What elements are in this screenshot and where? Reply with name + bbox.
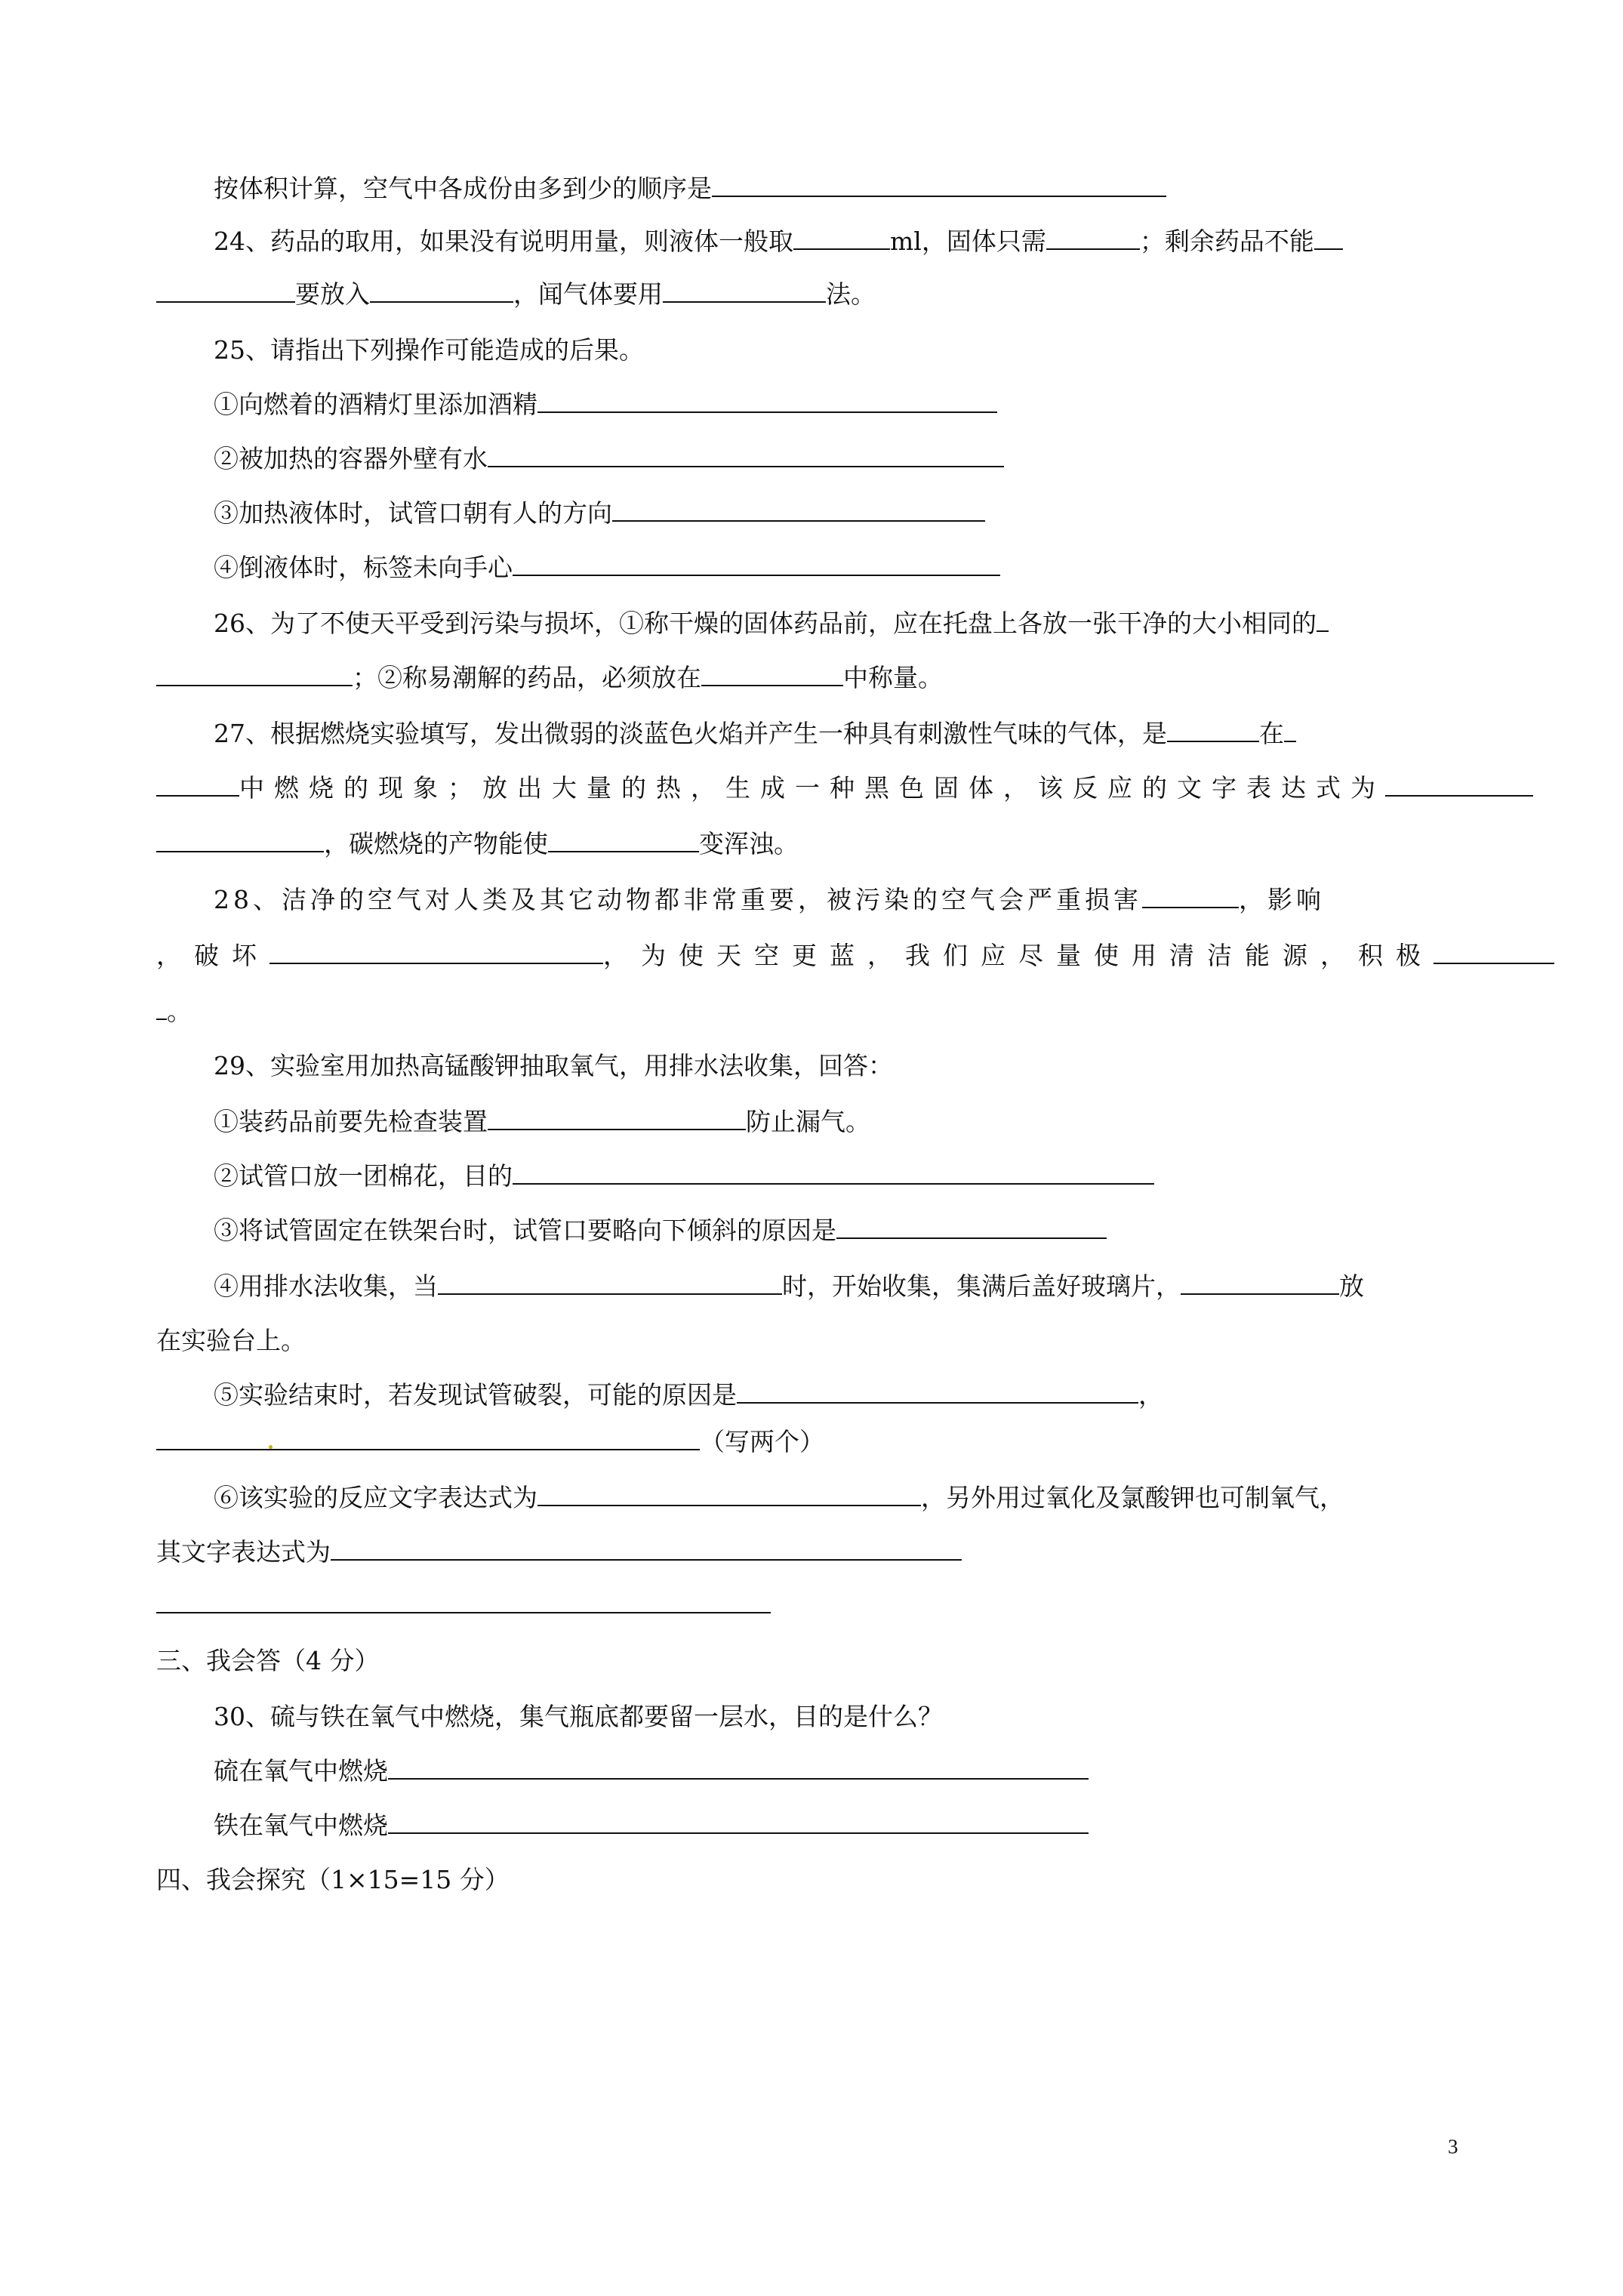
q26-line-1: [214, 607, 1329, 640]
q30-sulfur-blank[interactable]: [388, 1755, 1089, 1780]
section-4-heading: 四、我会探究（1×15=15 分）: [156, 1865, 510, 1894]
q27-text-e: 变浑浊。: [699, 829, 799, 858]
q25-item-4: [214, 551, 1000, 584]
q29-item-4-mid: 时，开始收集，集满后盖好玻璃片，: [782, 1271, 1181, 1301]
q28-blank-actively[interactable]: [156, 996, 167, 1020]
q30-question: 30、硫与铁在氧气中燃烧，集气瓶底都要留一层水，目的是什么？: [214, 1702, 943, 1731]
q27-text-c: 中燃烧的现象；放出大量的热，生成一种黑色固体，该反应的文字表达式为: [239, 773, 1385, 803]
q30-iron-label: 铁在氧气中燃烧: [214, 1811, 388, 1840]
q29-item-5-cont: [156, 1425, 824, 1459]
q28-line-2: [156, 939, 1554, 972]
q26-text-a: 26、为了不使天平受到污染与损坏，①称干燥的固体药品前，应在托盘上各放一张干净的大小相同的: [214, 609, 1317, 638]
q23-text: 按体积计算，空气中各成份由多到少的顺序是: [214, 174, 712, 203]
q29-item-1-text: ①装药品前要先检查装置: [214, 1107, 488, 1136]
q29-item-5: [214, 1379, 1163, 1412]
q23-answer-blank[interactable]: [712, 173, 1166, 197]
q29-item-1-tail: 防止漏气。: [746, 1107, 870, 1136]
q24-text-b: ml，固体只需: [890, 227, 1046, 256]
q25-title: 25、请指出下列操作可能造成的后果。: [214, 335, 644, 365]
q29-item-6-blank-3[interactable]: [156, 1589, 771, 1613]
q29-item-6-cont-2: [156, 1589, 771, 1622]
q28-line-3: [156, 995, 192, 1028]
q29-item-3: [214, 1214, 1107, 1247]
q28-text-a: 28、洁净的空气对人类及其它动物都非常重要，被污染的空气会严重损害: [214, 885, 1142, 914]
q24-blank-cannot-start[interactable]: [1314, 226, 1343, 250]
q25-item-3-blank[interactable]: [612, 498, 985, 522]
q29-title: 29、实验室用加热高锰酸钾抽取氧气，用排水法收集，回答：: [214, 1051, 893, 1080]
q25-item-1: [214, 388, 997, 421]
q25-item-2-blank[interactable]: [488, 443, 1004, 467]
q30-sulfur-label: 硫在氧气中燃烧: [214, 1756, 388, 1786]
q27-text-b: 在: [1259, 719, 1284, 748]
q26-blank-paper[interactable]: [156, 662, 353, 686]
q27-line-2: [156, 772, 1533, 805]
q25-item-3: [214, 497, 985, 530]
q24-blank-cannot[interactable]: [156, 279, 295, 303]
q28-text-e: 。: [167, 997, 192, 1026]
section-3-heading: 三、我会答（4 分）: [156, 1646, 380, 1675]
q29-item-1-blank[interactable]: [488, 1106, 746, 1130]
q24-blank-smell[interactable]: [663, 279, 826, 303]
q29-item-4-blank-placement[interactable]: [1181, 1271, 1339, 1295]
q24-text-e: ，闻气体要用: [513, 279, 663, 309]
q29-item-5-note: （写两个）: [700, 1427, 824, 1456]
q26-line-2: [156, 661, 943, 695]
q29-item-6: [214, 1481, 1344, 1515]
q26-text-b: ；②称易潮解的药品，必须放在: [353, 663, 701, 692]
q27-blank-equation[interactable]: [156, 828, 324, 852]
q30-iron-blank[interactable]: [388, 1810, 1089, 1834]
q26-text-c: 中称量。: [843, 663, 943, 692]
q28-text-d: ，为使天空更蓝，我们应尽量使用清洁能源，积极: [603, 941, 1434, 970]
q29-item-5-comma: ，: [1138, 1380, 1163, 1410]
q29-item-6-cont: [156, 1536, 962, 1569]
q23-line: [214, 172, 1166, 205]
q30-iron: [214, 1809, 1089, 1842]
q29-item-4-cont: 在实验台上。: [156, 1326, 306, 1355]
q25-item-4-blank[interactable]: [513, 552, 1000, 576]
q28-blank-harm[interactable]: [1142, 884, 1239, 908]
q29-item-4: [214, 1270, 1364, 1303]
q27-blank-medium-start[interactable]: [1284, 718, 1296, 742]
q24-text-c: ；剩余药品不能: [1139, 227, 1314, 256]
q29-item-5-blank-1[interactable]: [737, 1379, 1138, 1404]
q24-text-d: 要放入: [295, 279, 370, 309]
q27-text-d: ，碳燃烧的产物能使: [324, 829, 548, 858]
q29-item-4-blank-when[interactable]: [438, 1271, 782, 1295]
q29-item-1: [214, 1105, 870, 1139]
page-number: 3: [1448, 2135, 1458, 2158]
q29-item-6-blank-2[interactable]: [331, 1536, 962, 1561]
q24-blank-solid[interactable]: [1046, 226, 1140, 250]
q29-item-6-text: ⑥该实验的反应文字表达式为: [214, 1483, 537, 1512]
q29-item-5-text: ⑤实验结束时，若发现试管破裂，可能的原因是: [214, 1380, 737, 1410]
q24-blank-liquid[interactable]: [793, 226, 890, 250]
q28-blank-destroy[interactable]: [269, 940, 603, 964]
q28-blank-actively-start[interactable]: [1434, 940, 1554, 964]
q29-item-6-mid: ，另外用过氧化及氯酸钾也可制氧气，: [921, 1483, 1344, 1512]
q25-item-4-text: ④倒液体时，标签未向手心: [214, 553, 513, 582]
q29-item-4-tail: 放: [1339, 1271, 1364, 1301]
q27-line-1: [214, 717, 1296, 750]
q24-line-2: [156, 278, 876, 311]
q25-item-2-text: ②被加热的容器外壁有水: [214, 444, 488, 473]
q29-item-3-blank[interactable]: [836, 1215, 1107, 1239]
q29-item-2-blank[interactable]: [513, 1160, 1154, 1185]
q29-item-3-text: ③将试管固定在铁架台时，试管口要略向下倾斜的原因是: [214, 1216, 836, 1245]
q28-text-b: ，影响: [1239, 885, 1325, 914]
q27-blank-turbid[interactable]: [548, 828, 699, 852]
q24-blank-put[interactable]: [370, 279, 513, 303]
q24-text-f: 法。: [826, 279, 876, 309]
q27-text-a: 27、根据燃烧实验填写，发出微弱的淡蓝色火焰并产生一种具有刺激性气味的气体，是: [214, 719, 1167, 748]
q29-item-4-text: ④用排水法收集，当: [214, 1271, 438, 1301]
q27-blank-medium[interactable]: [156, 772, 239, 797]
q25-item-3-text: ③加热液体时，试管口朝有人的方向: [214, 498, 612, 528]
q25-item-1-blank[interactable]: [537, 389, 997, 413]
q24-line-1: [214, 225, 1343, 258]
q26-blank-paper-start[interactable]: [1317, 608, 1329, 632]
q24-text-a: 24、药品的取用，如果没有说明用量，则液体一般取: [214, 227, 793, 256]
q29-item-2-text: ②试管口放一团棉花，目的: [214, 1161, 513, 1191]
q30-sulfur: [214, 1755, 1089, 1788]
yellow-speck-mark: [269, 1445, 273, 1449]
q29-item-6-blank-1[interactable]: [537, 1482, 921, 1506]
q25-item-2: [214, 442, 1004, 476]
q26-blank-container[interactable]: [701, 662, 843, 686]
q25-item-1-text: ①向燃着的酒精灯里添加酒精: [214, 390, 537, 419]
q29-item-6-label: 其文字表达式为: [156, 1537, 331, 1567]
q27-blank-substance[interactable]: [1167, 718, 1259, 742]
q29-item-2: [214, 1160, 1154, 1193]
q28-text-c: ，破坏: [156, 941, 269, 970]
q28-line-1: [214, 883, 1325, 917]
q27-line-3: [156, 827, 799, 861]
q29-item-5-blank-2[interactable]: [156, 1426, 700, 1450]
q27-blank-equation-start[interactable]: [1385, 772, 1533, 797]
